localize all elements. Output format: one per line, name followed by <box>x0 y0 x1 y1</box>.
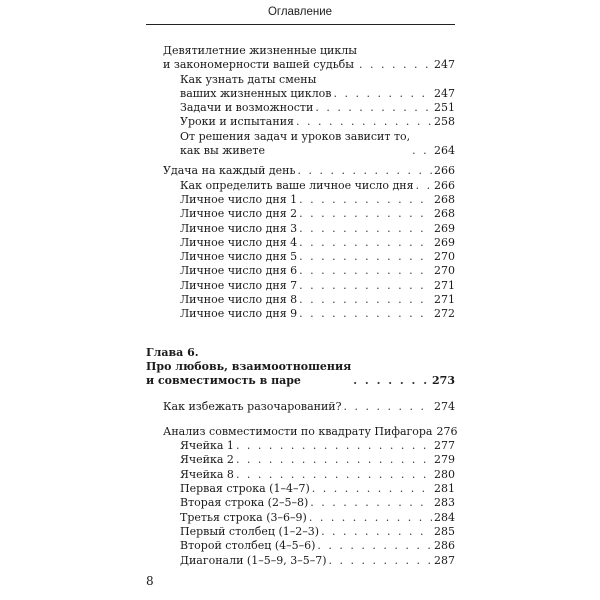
toc-page-number: 270 <box>434 250 455 264</box>
toc-dot-leader <box>312 482 432 496</box>
toc-page-number: 268 <box>434 207 455 221</box>
toc-entry-title-line: Личное число дня 2 <box>180 207 298 221</box>
toc-entry-title <box>146 346 351 389</box>
toc-dot-leader <box>321 525 432 539</box>
toc-dot-leader <box>299 222 432 236</box>
toc-entry[interactable] <box>146 511 455 525</box>
toc-entry-title <box>180 554 327 568</box>
toc-dot-leader <box>353 374 430 388</box>
toc-page-number: 266 <box>434 178 455 192</box>
toc-entry-title-line: Третья строка (3–6–9) <box>180 510 307 524</box>
toc-page-number: 251 <box>434 101 455 115</box>
toc-dot-leader <box>329 554 433 568</box>
toc-entry-title-line: Личное число дня 1 <box>180 192 298 206</box>
toc-dot-leader <box>296 115 432 129</box>
toc-entry-title <box>180 439 234 453</box>
toc-page-number: 271 <box>434 293 455 307</box>
toc-entry-title <box>180 279 297 293</box>
toc-entry-title-line: Первый столбец (1–2–3) <box>180 524 320 538</box>
toc-entry-title-line: как вы живете <box>180 144 265 158</box>
toc-page-number: 280 <box>434 467 455 481</box>
toc-dot-leader <box>299 279 432 293</box>
toc-chapter-entry[interactable] <box>146 346 455 389</box>
toc-entry[interactable] <box>146 250 455 264</box>
toc-entry-title <box>163 400 342 414</box>
toc-entry-title <box>163 425 433 439</box>
toc-entry-title <box>180 264 297 278</box>
toc-entry-title-line: Первая строка (1–4–7) <box>180 482 310 496</box>
toc-entry-title <box>163 164 296 178</box>
toc-entry-title-line: Личное число дня 3 <box>180 221 298 235</box>
toc-entry[interactable] <box>146 307 455 321</box>
toc-page-number: 258 <box>434 115 455 129</box>
toc-entry-title <box>180 468 234 482</box>
toc-dot-leader <box>299 236 432 250</box>
toc-entry[interactable] <box>146 400 455 414</box>
toc-entry[interactable] <box>146 115 455 129</box>
toc-entry[interactable] <box>146 279 455 293</box>
toc-dot-leader <box>236 439 432 453</box>
toc-dot-leader <box>412 144 432 158</box>
toc-entry-title <box>180 250 297 264</box>
toc-page-number: 266 <box>434 164 455 178</box>
toc-entry-title-line: Ячейка 2 <box>180 453 234 467</box>
toc-entry-title <box>180 496 308 510</box>
toc-page-number: 284 <box>434 510 455 524</box>
toc-entry[interactable] <box>146 468 455 482</box>
toc-entry-title <box>180 307 297 321</box>
toc-entry-title-line: Удача на каждый день <box>163 164 296 178</box>
toc-entry-title <box>163 44 357 73</box>
toc-entry-title <box>180 73 332 102</box>
toc-entry-title <box>180 115 294 129</box>
toc-entry[interactable] <box>146 264 455 278</box>
toc-dot-leader <box>299 293 432 307</box>
toc-entry-title-line: Уроки и испытания <box>180 115 294 129</box>
toc-dot-leader <box>298 164 432 178</box>
toc-entry-title-line: Личное число дня 6 <box>180 264 298 278</box>
toc-page-number: 273 <box>432 374 455 388</box>
toc-dot-leader <box>416 179 432 193</box>
toc-entry[interactable] <box>146 130 455 159</box>
toc-entry[interactable] <box>146 539 455 553</box>
toc-entry-title <box>180 222 297 236</box>
toc-page-number: 247 <box>434 58 455 72</box>
toc-entry-title-line: Диагонали (1–5–9, 3–5–7) <box>180 553 327 567</box>
toc-spacer <box>146 414 455 425</box>
toc-entry-title <box>180 539 315 553</box>
toc-entry[interactable] <box>146 525 455 539</box>
toc-entry[interactable] <box>146 482 455 496</box>
toc-entry[interactable] <box>146 207 455 221</box>
toc-page-number: 286 <box>434 539 455 553</box>
toc-page-number: 269 <box>434 221 455 235</box>
toc-entry[interactable] <box>146 439 455 453</box>
running-header: Оглавление <box>267 6 333 18</box>
toc-entry-title-line: ваших жизненных циклов <box>180 86 332 100</box>
toc-entry[interactable] <box>146 236 455 250</box>
toc-dot-leader <box>236 453 432 467</box>
toc-page-number: 285 <box>434 524 455 538</box>
table-of-contents <box>146 44 458 568</box>
toc-entry-title-line: Личное число дня 5 <box>180 250 298 264</box>
toc-dot-leader <box>236 468 432 482</box>
toc-entry-title-line: Ячейка 8 <box>180 467 234 481</box>
toc-entry-title <box>180 193 297 207</box>
toc-entry-title-line: Задачи и возможности <box>180 101 314 115</box>
toc-entry[interactable] <box>146 222 455 236</box>
toc-entry-title-line: Как определить ваше личное число дня <box>180 178 414 192</box>
toc-page-number: 264 <box>434 144 455 158</box>
toc-entry-title-line: Глава 6. <box>146 345 199 359</box>
toc-dot-leader <box>299 207 432 221</box>
toc-entry-title-line: Про любовь, взаимоотношения <box>146 359 352 373</box>
toc-entry-title <box>180 453 234 467</box>
toc-entry-title <box>180 207 297 221</box>
toc-entry-title-line: Ячейка 1 <box>180 439 234 453</box>
toc-entry-title <box>180 130 410 159</box>
toc-page-number: 279 <box>434 453 455 467</box>
toc-dot-leader <box>309 511 432 525</box>
toc-dot-leader <box>299 307 432 321</box>
toc-entry-title-line: Второй столбец (4–5–6) <box>180 539 316 553</box>
toc-entry[interactable] <box>146 554 455 568</box>
toc-entry-title-line: Как узнать даты смены <box>180 72 317 86</box>
header-rule <box>146 24 455 25</box>
toc-entry-title <box>180 525 319 539</box>
toc-entry-title-line: Анализ совместимости по квадрату Пифагора <box>163 424 433 438</box>
toc-page-number: 281 <box>434 482 455 496</box>
toc-entry[interactable] <box>146 179 455 193</box>
toc-spacer <box>146 389 455 400</box>
toc-entry[interactable] <box>146 164 455 178</box>
toc-entry-title <box>180 482 310 496</box>
toc-dot-leader <box>299 193 432 207</box>
toc-page-number: 277 <box>434 439 455 453</box>
page-number: 8 <box>146 574 154 588</box>
toc-page-number: 270 <box>434 264 455 278</box>
toc-dot-leader <box>317 539 432 553</box>
toc-entry-title <box>180 101 313 115</box>
toc-entry[interactable] <box>146 101 455 115</box>
toc-page-number: 274 <box>434 399 455 413</box>
toc-page-number: 272 <box>434 307 455 321</box>
toc-dot-leader <box>310 496 432 510</box>
toc-dot-leader <box>299 250 432 264</box>
toc-dot-leader <box>334 87 432 101</box>
toc-entry[interactable] <box>146 73 455 102</box>
toc-entry-title-line: Личное число дня 4 <box>180 235 298 249</box>
toc-entry-title-line: От решения задач и уроков зависит то, <box>180 129 411 143</box>
toc-entry-title-line: Девятилетние жизненные циклы <box>163 44 357 57</box>
toc-entry-title-line: Личное число дня 9 <box>180 307 298 321</box>
toc-entry-title <box>180 179 414 193</box>
toc-page-number: 287 <box>434 553 455 567</box>
toc-entry[interactable] <box>146 44 455 73</box>
toc-page-number: 276 <box>436 424 458 438</box>
toc-entry[interactable] <box>146 193 455 207</box>
toc-entry-title-line: Личное число дня 7 <box>180 278 298 292</box>
toc-entry-title-line: Как избежать разочарований? <box>163 399 342 413</box>
toc-page-number: 283 <box>434 496 455 510</box>
toc-entry-title <box>180 236 297 250</box>
toc-entry-title <box>180 293 297 307</box>
toc-dot-leader <box>344 400 432 414</box>
toc-page-number: 269 <box>434 235 455 249</box>
toc-entry[interactable] <box>146 424 458 439</box>
toc-dot-leader <box>315 101 432 115</box>
toc-page-number: 247 <box>434 86 455 100</box>
toc-entry-title-line: Вторая строка (2–5–8) <box>180 496 309 510</box>
toc-entry-title-line: Личное число дня 8 <box>180 293 298 307</box>
toc-dot-leader <box>299 264 432 278</box>
toc-entry-title-line: и закономерности вашей судьбы <box>163 58 355 72</box>
toc-entry-title <box>180 511 307 525</box>
toc-page-number: 268 <box>434 192 455 206</box>
toc-entry[interactable] <box>146 496 455 510</box>
toc-entry[interactable] <box>146 293 455 307</box>
toc-entry[interactable] <box>146 453 455 467</box>
toc-page-number: 271 <box>434 278 455 292</box>
toc-entry-title-line: и совместимость в паре <box>146 374 301 388</box>
toc-dot-leader <box>359 58 432 72</box>
toc-spacer <box>146 322 455 346</box>
